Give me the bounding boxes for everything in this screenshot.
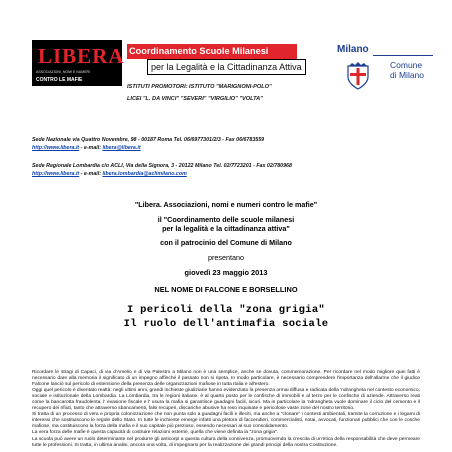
- body-paragraph: Ricordare le stragi di Capaci, di via d'Amelio e di via Palestro a Milano non è una semplice, anche se dovuta, commemorazione. Per ricordare nel modo migliore quei fatti è necessario dare alla memoria il significato di un impegno affinché il passato non si ripeta. In modo particolare, è necessario comprendere l'importanza dell'allarme che il giudice Falcone lanciò sul pericolo di estensione della presenza delle organizzazioni mafiose in tutta Italia e all'estero.: [32, 370, 420, 388]
- libera-logo-subtitle: ASSOCIAZIONI, NOMI E NUMERI: [36, 70, 91, 74]
- contact-line-2: [32, 171, 187, 177]
- title-patrocinio: con il patrocinio del Comune di Milano: [160, 238, 292, 247]
- body-paragraph: La scuola può avere un ruolo determinante nel produrre gli anticorpi a questa cultura della connivenza, promuovendo la crescita di un'etica della responsabilità che deve permeare tutte le professioni. Si tratta, in ultima analisi, ancora una volta, di impegnarsi per la realizzazione dei grandi principi della nostra Costituzione.: [32, 436, 420, 448]
- body-text: [32, 370, 420, 449]
- libera-logo: [32, 40, 125, 86]
- title-coordinamento-2: per la legalità e la cittadinanza attiva": [162, 224, 290, 233]
- sede-nazionale: Sede Nazionale via Quattro Novembre, 98 - 00187 Roma Tel. 06/6977301/2/3 - Fax 06/6783559: [32, 137, 265, 143]
- headline-antimafia: Il ruolo dell'antimafia sociale: [123, 318, 329, 330]
- title-libera: "Libera. Associazioni, nomi e numeri contro le mafie": [134, 200, 318, 209]
- event-subtitle: NEL NOME DI FALCONE E BORSELLINO: [154, 285, 298, 294]
- libera-logo-word: LIBERA: [38, 44, 125, 68]
- comune-milano-logo: [335, 42, 435, 92]
- event-date: giovedì 23 maggio 2013: [184, 268, 268, 277]
- coordinamento-subtitle: per la Legalità e la Cittadinanza Attiva: [147, 59, 306, 75]
- lombardia-email-link[interactable]: libera.lombardia@aclimilano.com: [102, 171, 187, 177]
- comune-label-line2: di Milano: [390, 70, 425, 80]
- libera-email-link[interactable]: libera@libera.it: [102, 145, 141, 151]
- libera-web-link[interactable]: http://www.libera.it: [32, 145, 80, 151]
- licei-list: LICEI "L. DA VINCI" "SEVERI" "VIRGILIO" "VOLTA": [127, 96, 263, 102]
- title-presentano: presentano: [208, 253, 244, 262]
- milano-coat-of-arms-icon: [345, 62, 371, 90]
- contact-line-1: [32, 145, 141, 151]
- milano-divider: [373, 55, 433, 56]
- libera-web-link-2[interactable]: http://www.libera.it: [32, 171, 80, 177]
- comune-label-line1: Comune: [390, 60, 423, 70]
- libera-logo-tagline: CONTRO LE MAFIE: [36, 77, 83, 83]
- contact-separator: - e-mail:: [79, 145, 103, 151]
- istituti-promotori: ISTITUTI PROMOTORI: ISTITUTO "MARIGNONI-POLO": [127, 84, 272, 90]
- title-coordinamento-1: il "Coordinamento delle scuole milanesi: [157, 215, 295, 224]
- body-paragraph: Oggi quel pericolo è diventato realtà: negli ultimi anni, grandi inchieste giudiziarie hanno evidenziato la presenza ormai diffusa e radicata della 'ndrangheta nel contesto economico, sociale e istituzionale della Lombardia. La Lombardia, tra le regioni italiane, è al quarto posto per le confische di immobili e al terzo per le confische di aziende. Attraverso reati come la bancarotta fraudolenta, l' evasione fiscale e l' usura la mafia si garantisce guadagni facili, sicuri. Ma in particolare la 'ndrangheta vuole dominare il ciclo del cemento e il recupero dei rifiuti, tanto che attraverso sbancamenti, falsi recuperi, discariche abusive ha reso inquinate e pericolose vaste zone del nostro territorio.: [32, 388, 420, 412]
- coordinamento-title: Coordinamento Scuole Milanesi: [127, 44, 297, 59]
- headline-zona-grigia: I pericoli della "zona grigia": [126, 304, 326, 316]
- body-paragraph: Si tratta di un processo di vera e propria colonizzazione che non punta solo a guadagni facili e illeciti, ma anche a "clonare" i contesti ambientali, tramite la corruzione e i legami di interessi che sostituiscono le regole dello Stato. In tutte le inchieste emerge infatti una pletora di faccendieri, commercialisti, notai, avvocati, funzionari pubblici che con le cosche mafiose, ma costituiscono la forza della mafia e il suo capitale più prezioso, essendo necessari al suo consolidamento.: [32, 412, 420, 430]
- milano-word: Milano: [337, 44, 369, 55]
- contact-separator: - e-mail:: [79, 171, 103, 177]
- sede-regionale: Sede Regionale Lombardia c/o ACLI, Via della Signora, 3 - 20122 Milano Tel. 02/7723201 - Fax 02/780968: [32, 163, 292, 169]
- coordinamento-banner: [127, 44, 302, 75]
- comune-di-milano-label: [390, 60, 424, 80]
- body-paragraph: La vera forza delle mafie è questa capacità di costruire relazioni esterne, quella che viene definita la "zona grigia".: [32, 430, 279, 436]
